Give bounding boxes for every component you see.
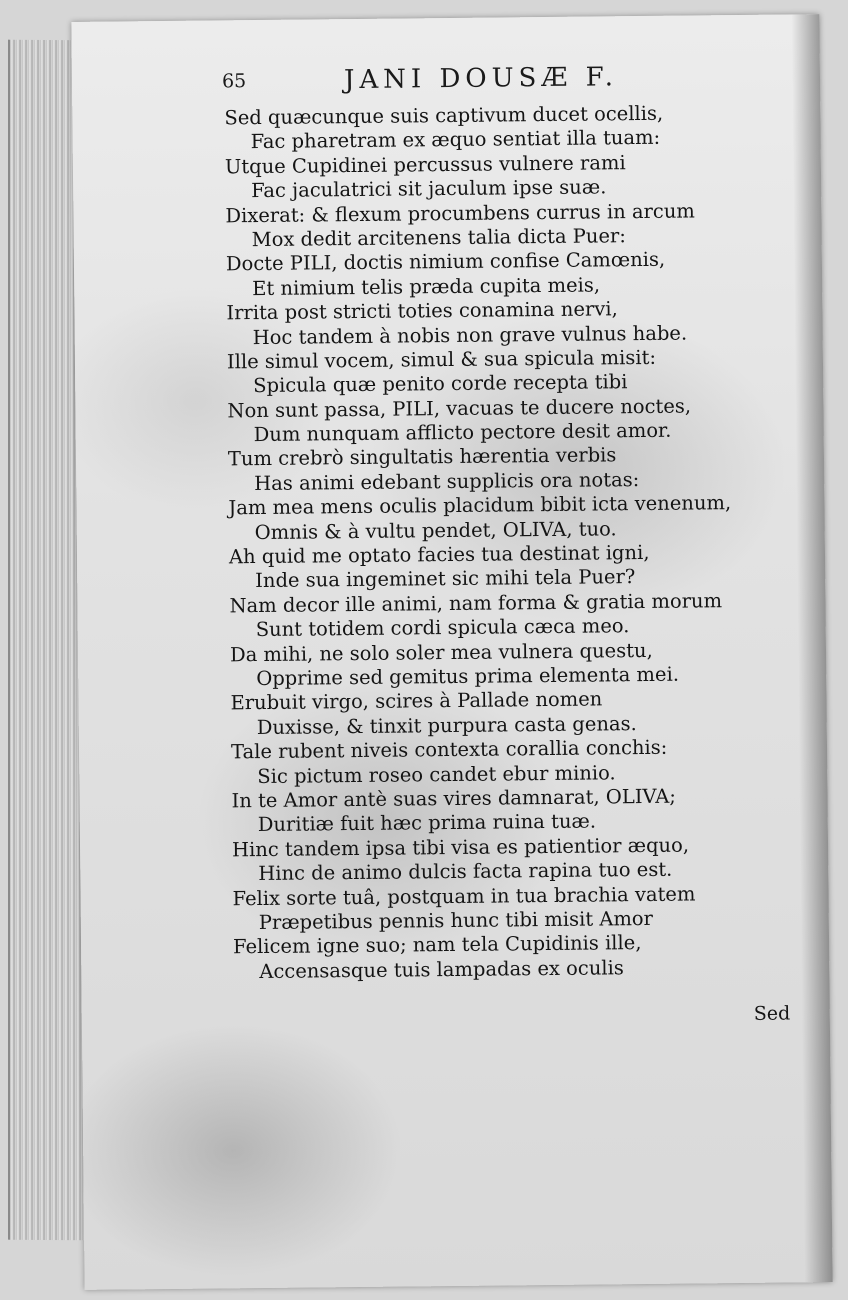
verse-line: Felicem igne suo; nam tela Cupidinis ille, xyxy=(232,931,642,959)
verse-line: Has animi edebant supplicis ora notas: xyxy=(254,467,640,495)
verse-line: Sic pictum roseo candet ebur minio. xyxy=(257,760,616,788)
verse-line: Fac jaculatrici sit jaculum ipse suæ. xyxy=(251,175,607,203)
verse-line: Dum nunquam afflicto pectore desit amor. xyxy=(253,418,672,447)
verse-line: Dixerat: & flexum procumbens currus in arcum xyxy=(225,198,695,227)
verse-line: Tale rubent niveis contexta corallia conchis: xyxy=(230,735,668,764)
verse-line: Jam mea mens oculis placidum bibit icta venenum, xyxy=(228,491,732,520)
verse-line: Erubuit virgo, scires à Pallade nomen xyxy=(230,687,603,715)
verse-line: Fac pharetram ex æquo sentiat illa tuam: xyxy=(250,126,661,154)
verse-line: Sed quæcunque suis captivum ducet ocellis, xyxy=(224,101,664,130)
verse-line: Et nimium telis præda cupita meis, xyxy=(252,273,601,300)
verse-line: Duxisse, & tinxit purpura casta genas. xyxy=(256,711,637,739)
verse-line: Præpetibus pennis hunc tibi misit Amor xyxy=(258,906,654,934)
verse-line: Sunt totidem cordi spicula cæca meo. xyxy=(255,614,630,642)
catchword: Sed xyxy=(753,1002,791,1025)
verse-line: Mox dedit arcitenens talia dicta Puer: xyxy=(251,224,626,252)
running-head-title: JANI DOUSÆ F. xyxy=(343,62,619,96)
verse-line: Duritiæ fuit hæc prima ruina tuæ. xyxy=(257,809,597,837)
verse-line: Non sunt passa, PILI, vacuas te ducere noctes, xyxy=(227,394,692,423)
verse-line: Da mihi, ne solo soler mea vulnera questu, xyxy=(229,638,653,666)
verse-text xyxy=(224,100,848,985)
verse-line: Ille simul vocem, simul & sua spicula misit: xyxy=(226,345,657,374)
verse-line: Ah quid me optato facies tua destinat igni, xyxy=(228,540,650,569)
verse-line: Nam decor ille animi, nam forma & gratia morum xyxy=(229,588,723,618)
verse-line: Opprime sed gemitus prima elementa mei. xyxy=(256,662,680,691)
verse-line: Omnis & à vultu pendet, OLIVA, tuo. xyxy=(254,516,617,544)
running-head xyxy=(222,61,732,106)
page-number: 65 xyxy=(221,70,247,93)
verse-line: Docte PILI, doctis nimium confise Camœnis, xyxy=(225,248,666,276)
verse-line: Accensasque tuis lampadas ex oculis xyxy=(259,955,624,983)
verse-line: Hinc de animo dulcis facta rapina tuo est. xyxy=(258,857,673,886)
verse-line: Hinc tandem ipsa tibi visa es patientior æquo, xyxy=(231,833,690,862)
verse-line: Utque Cupidinei percussus vulnere rami xyxy=(224,150,626,179)
verse-line: Irrita post stricti toties conamina nervi, xyxy=(226,297,618,325)
verse-line: Tum crebrò singultatis hærentia verbis xyxy=(227,443,617,471)
verse-line: Hoc tandem à nobis non grave vulnus habe. xyxy=(252,321,688,349)
verse-line: Inde sua ingeminet sic mihi tela Puer? xyxy=(255,565,636,593)
book-page xyxy=(71,14,832,1290)
verse-line: Spicula quæ penito corde recepta tibi xyxy=(253,370,628,398)
verse-line: In te Amor antè suas vires damnarat, OLIVA; xyxy=(231,784,677,813)
verse-line: Felix sorte tuâ, postquam in tua brachia vatem xyxy=(232,881,696,910)
